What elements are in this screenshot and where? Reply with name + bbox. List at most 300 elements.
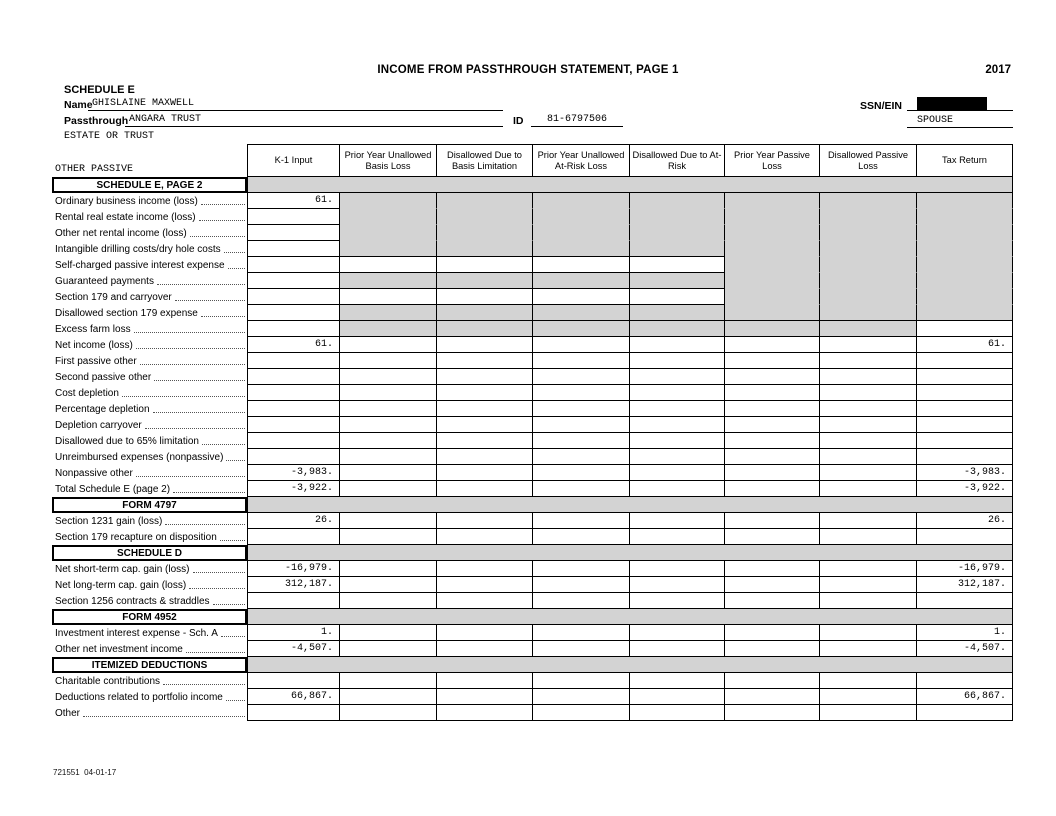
value-cell <box>247 241 340 257</box>
table-row <box>52 289 1013 305</box>
value-cell <box>437 481 533 497</box>
value-cell <box>340 289 437 305</box>
name-underline <box>88 96 503 111</box>
value-cell <box>247 593 340 609</box>
value-cell <box>917 369 1013 385</box>
value-cell <box>820 481 917 497</box>
spouse-label: SPOUSE <box>917 115 954 126</box>
entity-type: ESTATE OR TRUST <box>64 131 155 142</box>
row-label-cell <box>52 225 247 241</box>
row-label: Cost depletion <box>55 387 119 399</box>
value-cell <box>437 321 533 337</box>
value-cell <box>917 209 1013 225</box>
value-cell <box>630 561 725 577</box>
row-label-cell <box>52 257 247 273</box>
value-cell <box>533 321 630 337</box>
value-cell <box>437 209 533 225</box>
dotted-leader <box>153 412 245 413</box>
value-cell <box>340 625 437 641</box>
cell-value: -4,507. <box>963 643 1006 654</box>
value-cell <box>725 673 820 689</box>
section-shaded-band <box>247 609 1013 625</box>
value-cell <box>917 513 1013 529</box>
value-cell <box>820 449 917 465</box>
value-cell <box>630 529 725 545</box>
row-label-cell <box>52 369 247 385</box>
value-cell <box>630 369 725 385</box>
value-cell <box>917 625 1013 641</box>
value-cell <box>247 577 340 593</box>
column-header-label: K-1 Input <box>274 155 313 166</box>
row-label: Depletion carryover <box>55 419 142 431</box>
table-header-row <box>52 144 1013 177</box>
section-label: FORM 4797 <box>52 497 247 513</box>
value-cell <box>917 305 1013 321</box>
row-label-cell <box>52 625 247 641</box>
value-cell <box>917 641 1013 657</box>
value-cell <box>533 305 630 321</box>
cell-value: 26. <box>314 515 333 526</box>
table-row <box>52 561 1013 577</box>
row-label: Second passive other <box>55 371 152 383</box>
section-shaded-band <box>247 657 1013 673</box>
value-cell <box>630 273 725 289</box>
value-cell <box>725 193 820 209</box>
dotted-leader <box>224 252 245 253</box>
dotted-leader <box>201 316 245 317</box>
dotted-leader <box>83 716 245 717</box>
value-cell <box>437 337 533 353</box>
value-cell <box>820 321 917 337</box>
spouse-underline <box>907 113 1013 128</box>
value-cell <box>247 561 340 577</box>
value-cell <box>820 225 917 241</box>
row-label-cell <box>52 577 247 593</box>
value-cell <box>820 273 917 289</box>
value-cell <box>917 385 1013 401</box>
row-label: Other net rental income (loss) <box>55 227 187 239</box>
value-cell <box>917 257 1013 273</box>
column-header <box>437 144 533 177</box>
row-label: Unreimbursed expenses (nonpassive) <box>55 451 224 463</box>
row-label-cell <box>52 401 247 417</box>
table-row <box>52 449 1013 465</box>
table-row <box>52 385 1013 401</box>
value-cell <box>247 305 340 321</box>
row-label: Total Schedule E (page 2) <box>55 483 171 495</box>
value-cell <box>725 561 820 577</box>
value-cell <box>437 705 533 721</box>
value-cell <box>630 385 725 401</box>
row-label: Other net investment income <box>55 643 183 655</box>
row-label-cell <box>52 305 247 321</box>
section-label: ITEMIZED DEDUCTIONS <box>52 657 247 673</box>
tax-year: 2017 <box>985 64 1011 76</box>
column-header <box>917 144 1013 177</box>
cell-value: 312,187. <box>284 579 333 590</box>
value-cell <box>340 417 437 433</box>
value-cell <box>340 689 437 705</box>
value-cell <box>630 449 725 465</box>
value-cell <box>725 449 820 465</box>
value-cell <box>820 561 917 577</box>
value-cell <box>437 369 533 385</box>
dotted-leader <box>173 492 245 493</box>
value-cell <box>820 209 917 225</box>
cell-value: 312,187. <box>957 579 1006 590</box>
cell-value: -3,983. <box>963 467 1006 478</box>
row-label-cell <box>52 513 247 529</box>
row-label-cell <box>52 465 247 481</box>
value-cell <box>340 513 437 529</box>
row-label-cell <box>52 289 247 305</box>
row-label-cell <box>52 593 247 609</box>
value-cell <box>725 289 820 305</box>
cell-value: 61. <box>987 339 1006 350</box>
value-cell <box>533 481 630 497</box>
ssn-underline <box>907 96 1013 111</box>
value-cell <box>340 577 437 593</box>
cell-value: -4,507. <box>290 643 333 654</box>
cell-value: 26. <box>987 515 1006 526</box>
value-cell <box>820 257 917 273</box>
dotted-leader <box>226 460 245 461</box>
value-cell <box>820 593 917 609</box>
table-row <box>52 417 1013 433</box>
value-cell <box>630 209 725 225</box>
passthrough-table <box>52 144 1013 721</box>
value-cell <box>820 353 917 369</box>
value-cell <box>917 289 1013 305</box>
form-name: SCHEDULE E <box>64 84 135 96</box>
value-cell <box>630 513 725 529</box>
row-label-cell <box>52 433 247 449</box>
value-cell <box>725 273 820 289</box>
row-label: Nonpassive other <box>55 467 133 479</box>
section-header-row <box>52 545 1013 561</box>
value-cell <box>820 465 917 481</box>
column-header-label: Tax Return <box>942 155 987 166</box>
row-label: Net income (loss) <box>55 339 133 351</box>
value-cell <box>630 289 725 305</box>
value-cell <box>437 305 533 321</box>
cell-value: -3,983. <box>290 467 333 478</box>
value-cell <box>725 481 820 497</box>
dotted-leader <box>226 700 245 701</box>
value-cell <box>533 273 630 289</box>
table-row <box>52 705 1013 721</box>
dotted-leader <box>189 588 245 589</box>
value-cell <box>630 481 725 497</box>
table-row <box>52 321 1013 337</box>
value-cell <box>917 465 1013 481</box>
value-cell <box>340 385 437 401</box>
column-header-label: Disallowed Due to Basis Limitation <box>447 150 522 171</box>
value-cell <box>533 577 630 593</box>
value-cell <box>630 433 725 449</box>
value-cell <box>630 321 725 337</box>
row-label: Section 179 and carryover <box>55 291 172 303</box>
value-cell <box>340 481 437 497</box>
cell-value: 61. <box>314 195 333 206</box>
value-cell <box>247 465 340 481</box>
row-label-cell <box>52 705 247 721</box>
row-label: Net long-term cap. gain (loss) <box>55 579 187 591</box>
table-row <box>52 689 1013 705</box>
dotted-leader <box>193 572 246 573</box>
value-cell <box>917 433 1013 449</box>
value-cell <box>820 705 917 721</box>
id-label: ID <box>513 115 524 127</box>
value-cell <box>437 417 533 433</box>
page-title: INCOME FROM PASSTHROUGH STATEMENT, PAGE 1 <box>377 64 679 76</box>
value-cell <box>725 321 820 337</box>
value-cell <box>340 449 437 465</box>
value-cell <box>725 241 820 257</box>
cell-value: 66,867. <box>290 691 333 702</box>
value-cell <box>630 305 725 321</box>
dotted-leader <box>140 364 245 365</box>
table-row <box>52 481 1013 497</box>
section-label: SCHEDULE D <box>52 545 247 561</box>
value-cell <box>917 401 1013 417</box>
value-cell <box>437 513 533 529</box>
value-cell <box>533 401 630 417</box>
dotted-leader <box>202 444 245 445</box>
value-cell <box>247 193 340 209</box>
value-cell <box>630 241 725 257</box>
value-cell <box>533 705 630 721</box>
value-cell <box>340 433 437 449</box>
table-row <box>52 209 1013 225</box>
row-label: Other <box>55 707 81 719</box>
value-cell <box>917 225 1013 241</box>
row-label: Disallowed section 179 expense <box>55 307 198 319</box>
table-row <box>52 225 1013 241</box>
value-cell <box>725 369 820 385</box>
value-cell <box>917 337 1013 353</box>
value-cell <box>630 193 725 209</box>
value-cell <box>533 225 630 241</box>
value-cell <box>533 689 630 705</box>
value-cell <box>247 433 340 449</box>
value-cell <box>437 273 533 289</box>
value-cell <box>340 193 437 209</box>
section-label: FORM 4952 <box>52 609 247 625</box>
value-cell <box>917 417 1013 433</box>
value-cell <box>533 385 630 401</box>
value-cell <box>340 369 437 385</box>
value-cell <box>247 369 340 385</box>
column-header-label: Disallowed Passive Loss <box>827 150 909 171</box>
value-cell <box>725 689 820 705</box>
passthrough-value: ANGARA TRUST <box>129 114 202 125</box>
value-cell <box>247 353 340 369</box>
value-cell <box>725 385 820 401</box>
dotted-leader <box>136 476 245 477</box>
value-cell <box>820 513 917 529</box>
column-header <box>533 144 630 177</box>
value-cell <box>725 337 820 353</box>
value-cell <box>533 513 630 529</box>
value-cell <box>917 193 1013 209</box>
dotted-leader <box>228 268 245 269</box>
name-value: GHISLAINE MAXWELL <box>92 98 195 109</box>
value-cell <box>247 401 340 417</box>
value-cell <box>247 689 340 705</box>
value-cell <box>630 257 725 273</box>
value-cell <box>820 577 917 593</box>
value-cell <box>437 353 533 369</box>
table-row <box>52 305 1013 321</box>
table-row <box>52 593 1013 609</box>
value-cell <box>725 401 820 417</box>
value-cell <box>340 561 437 577</box>
table-row <box>52 529 1013 545</box>
row-label: Section 179 recapture on disposition <box>55 531 217 543</box>
value-cell <box>820 401 917 417</box>
value-cell <box>820 417 917 433</box>
value-cell <box>820 289 917 305</box>
value-cell <box>630 673 725 689</box>
value-cell <box>437 193 533 209</box>
row-label-cell <box>52 385 247 401</box>
cell-value: 1. <box>320 627 333 638</box>
row-label-cell <box>52 193 247 209</box>
value-cell <box>917 481 1013 497</box>
value-cell <box>630 705 725 721</box>
row-label-cell <box>52 417 247 433</box>
value-cell <box>725 417 820 433</box>
value-cell <box>437 625 533 641</box>
section-header-row <box>52 177 1013 193</box>
dotted-leader <box>220 540 245 541</box>
value-cell <box>820 193 917 209</box>
row-label: Investment interest expense - Sch. A <box>55 627 218 639</box>
value-cell <box>340 209 437 225</box>
value-cell <box>340 273 437 289</box>
row-label: Intangible drilling costs/dry hole costs <box>55 243 221 255</box>
passthrough-underline <box>125 112 503 127</box>
id-underline <box>531 112 623 127</box>
value-cell <box>340 673 437 689</box>
value-cell <box>247 225 340 241</box>
value-cell <box>247 513 340 529</box>
value-cell <box>437 401 533 417</box>
value-cell <box>725 577 820 593</box>
value-cell <box>247 625 340 641</box>
value-cell <box>340 337 437 353</box>
section-header-row <box>52 609 1013 625</box>
row-label: Percentage depletion <box>55 403 150 415</box>
value-cell <box>533 417 630 433</box>
footer-code: 721551 04-01-17 <box>53 768 117 777</box>
value-cell <box>533 193 630 209</box>
row-label-cell <box>52 481 247 497</box>
table-row <box>52 433 1013 449</box>
value-cell <box>533 673 630 689</box>
row-label-cell <box>52 209 247 225</box>
value-cell <box>340 225 437 241</box>
value-cell <box>437 385 533 401</box>
section-shaded-band <box>247 497 1013 513</box>
section-header-row <box>52 657 1013 673</box>
value-cell <box>340 529 437 545</box>
value-cell <box>630 337 725 353</box>
value-cell <box>437 673 533 689</box>
value-cell <box>725 513 820 529</box>
row-label-cell <box>52 561 247 577</box>
table-row <box>52 513 1013 529</box>
value-cell <box>247 337 340 353</box>
value-cell <box>533 625 630 641</box>
row-label-cell <box>52 673 247 689</box>
row-label-cell <box>52 353 247 369</box>
dotted-leader <box>190 236 245 237</box>
value-cell <box>437 689 533 705</box>
value-cell <box>630 689 725 705</box>
value-cell <box>247 257 340 273</box>
table-row <box>52 241 1013 257</box>
value-cell <box>917 577 1013 593</box>
value-cell <box>820 689 917 705</box>
row-label: Net short-term cap. gain (loss) <box>55 563 190 575</box>
value-cell <box>917 689 1013 705</box>
value-cell <box>247 641 340 657</box>
value-cell <box>820 337 917 353</box>
value-cell <box>820 529 917 545</box>
table-row <box>52 625 1013 641</box>
row-label: Disallowed due to 65% limitation <box>55 435 199 447</box>
value-cell <box>725 625 820 641</box>
value-cell <box>820 241 917 257</box>
row-label: Section 1231 gain (loss) <box>55 515 163 527</box>
value-cell <box>725 641 820 657</box>
value-cell <box>630 593 725 609</box>
value-cell <box>437 577 533 593</box>
value-cell <box>917 449 1013 465</box>
row-label: Deductions related to portfolio income <box>55 691 223 703</box>
value-cell <box>533 529 630 545</box>
id-value: 81-6797506 <box>546 114 607 125</box>
value-cell <box>533 593 630 609</box>
section-header-row <box>52 497 1013 513</box>
dotted-leader <box>186 652 245 653</box>
column-header <box>247 144 340 177</box>
passthrough-label: Passthrough <box>64 115 129 127</box>
value-cell <box>340 257 437 273</box>
row-label-cell <box>52 641 247 657</box>
value-cell <box>820 625 917 641</box>
value-cell <box>630 353 725 369</box>
table-row <box>52 369 1013 385</box>
row-label: First passive other <box>55 355 137 367</box>
section-label: SCHEDULE E, PAGE 2 <box>52 177 247 193</box>
value-cell <box>340 401 437 417</box>
row-label: Self-charged passive interest expense <box>55 259 225 271</box>
value-cell <box>725 225 820 241</box>
value-cell <box>917 241 1013 257</box>
column-header <box>725 144 820 177</box>
value-cell <box>917 561 1013 577</box>
row-label-cell <box>52 689 247 705</box>
row-label: Excess farm loss <box>55 323 131 335</box>
value-cell <box>820 305 917 321</box>
row-label-cell <box>52 321 247 337</box>
cell-value: -3,922. <box>290 483 333 494</box>
ssn-label: SSN/EIN <box>860 100 903 112</box>
cell-value: 1. <box>993 627 1006 638</box>
